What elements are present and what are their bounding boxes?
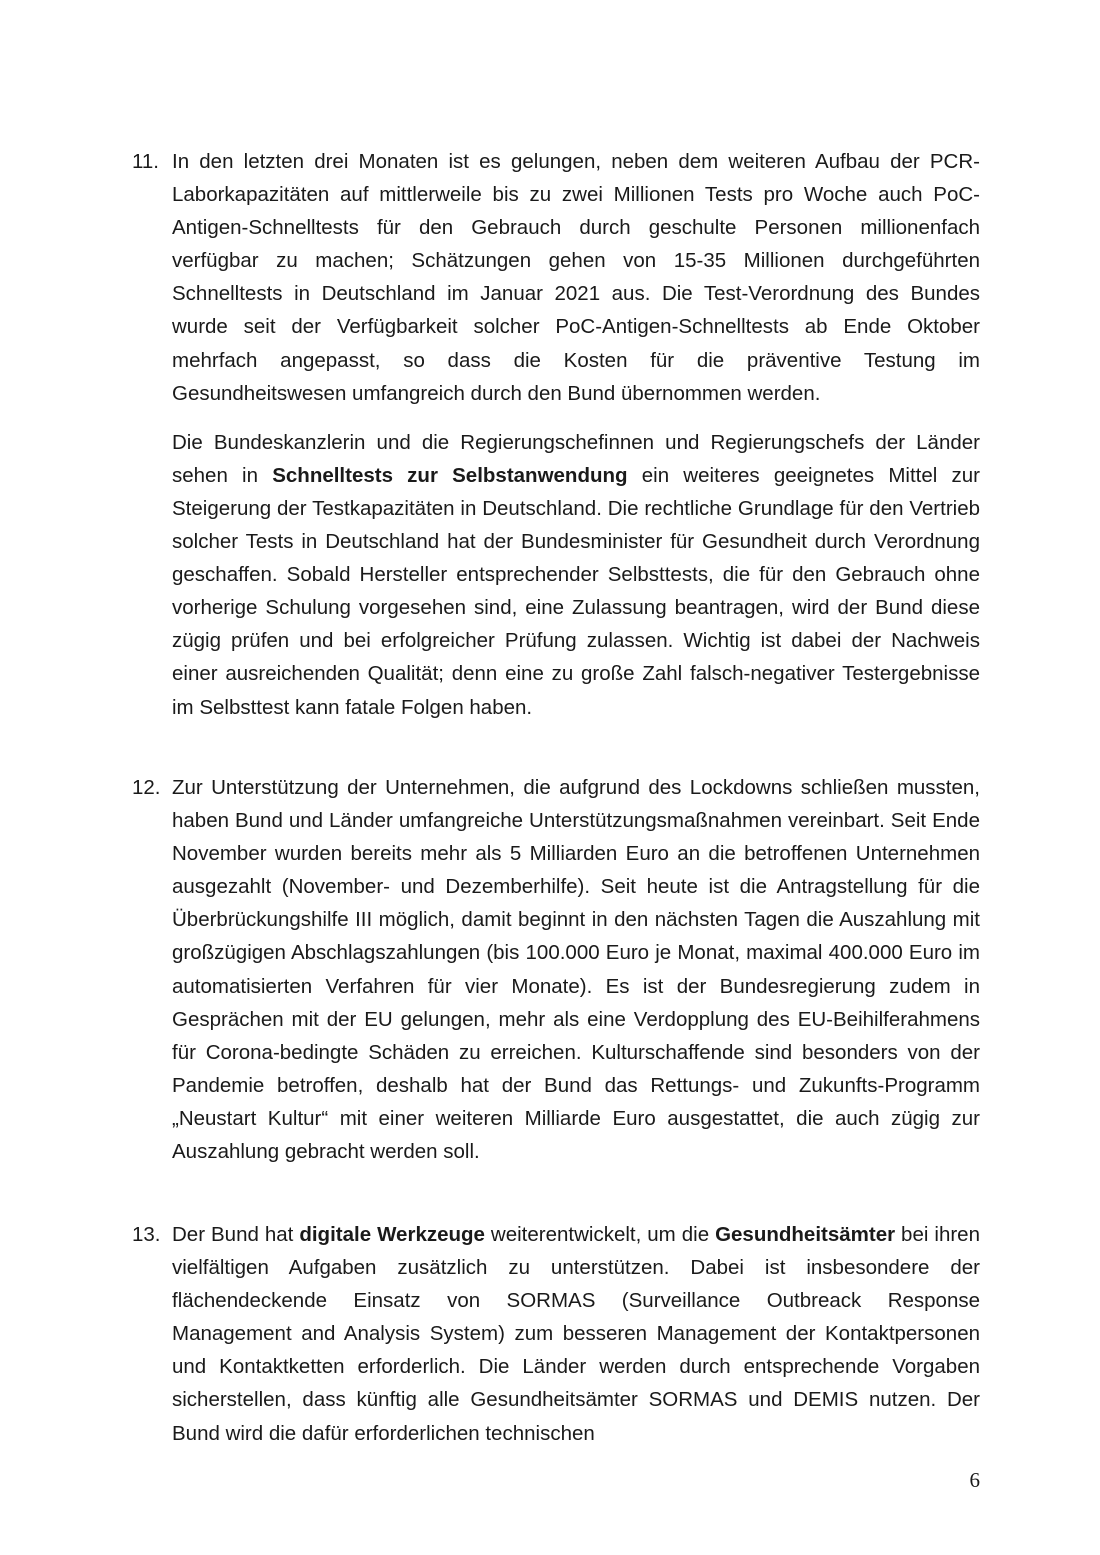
bold-text: Schnelltests zur Selbstanwendung bbox=[272, 463, 628, 487]
text-run: In den letzten drei Monaten ist es gelungen, neben dem weiteren Aufbau der PCR-Laborkapazitäten auf mittlerweile bis zu zwei Millionen Tests pro Woche auch PoC-Antigen-Schnelltests für den Gebrauch durch geschulte Personen millionenfach verfügbar zu machen; Schätzungen gehen von 15-35 Millionen durchgeführten Schnelltests in Deutschland im Januar 2021 aus. Die Test-Verordnung des Bundes wurde seit der Verfügbarkeit solcher PoC-Antigen-Schnelltests ab Ende Oktober mehrfach angepasst, so dass die Kosten für die präventive Testung im Gesundheitswesen umfangreich durch den Bund übernommen werden. bbox=[172, 150, 980, 405]
text-run: bei ihren vielfältigen Aufgaben zusätzlich zu unterstützen. Dabei ist insbesondere der flächendeckende Einsatz von SORMAS (Surveillance Outbreack Response Management and Analysis System) zum besseren Management der Kontaktpersonen und Kontaktketten erforderlich. Die Länder werden durch entsprechende Vorgaben sicherstellen, dass künftig alle Gesundheitsämter SORMAS und DEMIS nutzen. Der Bund wird die dafür erforderlichen technischen bbox=[172, 1223, 980, 1445]
text-run: ein weiteres geeignetes Mittel zur Steigerung der Testkapazitäten in Deutschland. Die rechtliche Grundlage für den Vertrieb solcher Tests in Deutschland hat der Bundesminister für Gesundheit durch Verordnung geschaffen. Sobald Hersteller entsprechender Selbsttests, die für den Gebrauch ohne vorherige Schulung vorgesehen sind, eine Zulassung beantragen, wird der Bund diese zügig prüfen und bei erfolgreicher Prüfung zulassen. Wichtig ist dabei der Nachweis einer ausreichenden Qualität; denn eine zu große Zahl falsch-negativer Testergebnisse im Selbsttest kann fatale Folgen haben. bbox=[172, 463, 981, 719]
bold-text: digitale Werkzeuge bbox=[299, 1223, 485, 1246]
paragraph bbox=[172, 1218, 980, 1450]
text-run: Der Bund hat bbox=[172, 1223, 300, 1246]
bold-text: Gesundheitsämter bbox=[715, 1223, 896, 1246]
text-run: Zur Unterstützung der Unternehmen, die aufgrund des Lockdowns schließen mussten, haben Bund und Länder umfangreiche Unterstützungsmaßnahmen vereinbart. Seit Ende November wurden bereits mehr als 5 Milliarden Euro an die betroffenen Unternehmen ausgezahlt (November- und Dezemberhilfe). Seit heute ist die Antragstellung für die Überbrückungshilfe III möglich, damit beginnt in den nächsten Tagen die Auszahlung mit großzügigen Abschlagszahlungen (bis 100.000 Euro je Monat, maximal 400.000 Euro im automatisierten Verfahren für vier Monate). Es ist der Bundesregierung zudem in Gesprächen mit der EU gelungen, mehr als eine Verdopplung des EU-Beihilferahmens für Corona-bedingte Schäden zu erreichen. Kulturschaffende sind besonders von der Pandemie betroffen, deshalb hat der Bund das Rettungs- und Zukunfts-Programm „Neustart Kultur“ mit einer weiteren Milliarde Euro ausgestattet, die auch zügig zur Auszahlung gebracht werden soll. bbox=[172, 776, 980, 1164]
item-number: 13. bbox=[132, 1223, 161, 1246]
item-body bbox=[172, 1218, 980, 1450]
paragraph bbox=[172, 426, 980, 724]
paragraph bbox=[172, 145, 980, 410]
paragraph bbox=[172, 771, 980, 1168]
item-number: 11. bbox=[132, 150, 159, 173]
item-body bbox=[172, 145, 980, 724]
item-body bbox=[172, 771, 980, 1168]
text-run: Die Bundeskanzlerin und die Regierungschefinnen und Regierungschefs der Länder sehen in bbox=[172, 430, 980, 487]
item-number: 12. bbox=[132, 776, 161, 799]
page-number: 6 bbox=[969, 1468, 980, 1492]
text-run: weiterentwickelt, um die bbox=[484, 1223, 716, 1246]
